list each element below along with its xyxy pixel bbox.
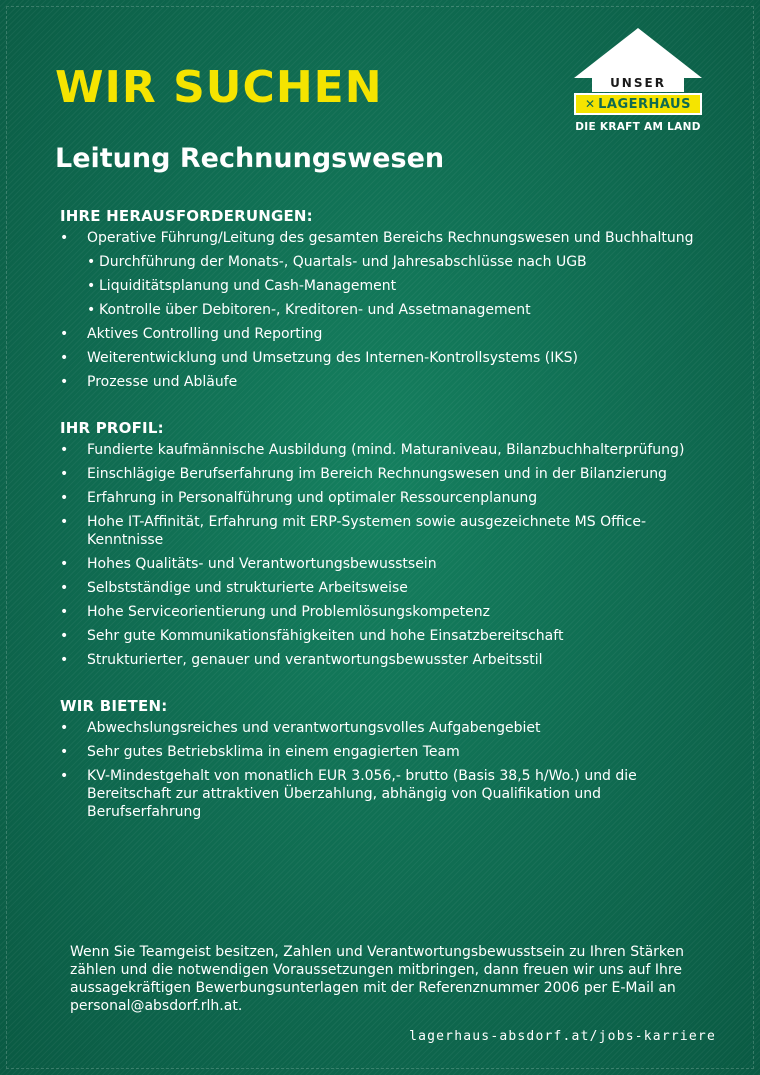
job-title: Leitung Rechnungswesen: [55, 143, 445, 174]
profile-list: [60, 441, 710, 669]
challenges-list: [60, 229, 710, 391]
section-title: WIR BIETEN:: [60, 697, 168, 715]
list-item: • Sehr gutes Betriebsklima in einem engagierten Team: [60, 743, 710, 761]
list-item: • Selbstständige und strukturierte Arbeitsweise: [60, 579, 710, 597]
raiffeisen-cross-icon: ✕: [585, 97, 596, 111]
logo-top-text: UNSER: [610, 76, 666, 90]
list-item: • Erfahrung in Personalführung und optimaler Ressourcenplanung: [60, 489, 710, 507]
section-title: IHRE HERAUSFORDERUNGEN:: [60, 207, 313, 225]
list-item: • Strukturierter, genauer und verantwortungsbewusster Arbeitsstil: [60, 651, 710, 669]
list-item: • Hohe Serviceorientierung und Problemlösungskompetenz: [60, 603, 710, 621]
list-item: • Hohe IT-Affinität, Erfahrung mit ERP-Systemen sowie ausgezeichnete MS Office-Kenntnisse: [60, 513, 710, 549]
sub-list-item: • Liquiditätsplanung und Cash-Management: [87, 277, 710, 295]
section-profile: [60, 419, 710, 669]
section-title: IHR PROFIL:: [60, 419, 164, 437]
logo-brand: LAGERHAUS: [598, 96, 691, 112]
list-item: • Abwechslungsreiches und verantwortungsvolles Aufgabengebiet: [60, 719, 710, 737]
list-item: • Sehr gute Kommunikationsfähigkeiten und hohe Einsatzbereitschaft: [60, 627, 710, 645]
section-challenges: [60, 207, 710, 391]
list-item: • Fundierte kaufmännische Ausbildung (mind. Maturaniveau, Bilanzbuchhalterprüfung): [60, 441, 710, 459]
logo-claim: DIE KRAFT AM LAND: [575, 121, 701, 133]
list-item: • KV-Mindestgehalt von monatlich EUR 3.056,- brutto (Basis 38,5 h/Wo.) und die Bereitschaft zur attraktiven Überzahlung, abhängig von Qualifikation und Berufserfahrung: [60, 767, 710, 821]
job-content: [60, 207, 710, 849]
list-item: • Hohes Qualitäts- und Verantwortungsbewusstsein: [60, 555, 710, 573]
list-item: • Weiterentwicklung und Umsetzung des Internen-Kontrollsystems (IKS): [60, 349, 710, 367]
sub-list-item: • Kontrolle über Debitoren-, Kreditoren- und Assetmanagement: [87, 301, 710, 319]
list-item: • Einschlägige Berufserfahrung im Bereich Rechnungswesen und in der Bilanzierung: [60, 465, 710, 483]
sub-list-item: • Durchführung der Monats-, Quartals- und Jahresabschlüsse nach UGB: [87, 253, 710, 271]
careers-url[interactable]: lagerhaus-absdorf.at/jobs-karriere: [409, 1029, 716, 1044]
logo-brand-bar: [574, 93, 702, 115]
section-offer: [60, 697, 710, 821]
headline: WIR SUCHEN: [55, 62, 383, 113]
lagerhaus-logo: [568, 26, 708, 138]
list-item: • Prozesse und Abläufe: [60, 373, 710, 391]
list-item: • Operative Führung/Leitung des gesamten Bereichs Rechnungswesen und Buchhaltung: [60, 229, 710, 247]
list-item: • Aktives Controlling und Reporting: [60, 325, 710, 343]
offer-list: [60, 719, 710, 821]
closing-paragraph: Wenn Sie Teamgeist besitzen, Zahlen und Verantwortungsbewusstsein zu Ihren Stärken zählen und die notwendigen Voraussetzungen mitbringen, dann freuen wir uns auf Ihre aussagekräftigen Bewerbungsunterlagen mit der Referenznummer 2006 per E-Mail an personal@absdorf.rlh.at.: [70, 944, 685, 1014]
